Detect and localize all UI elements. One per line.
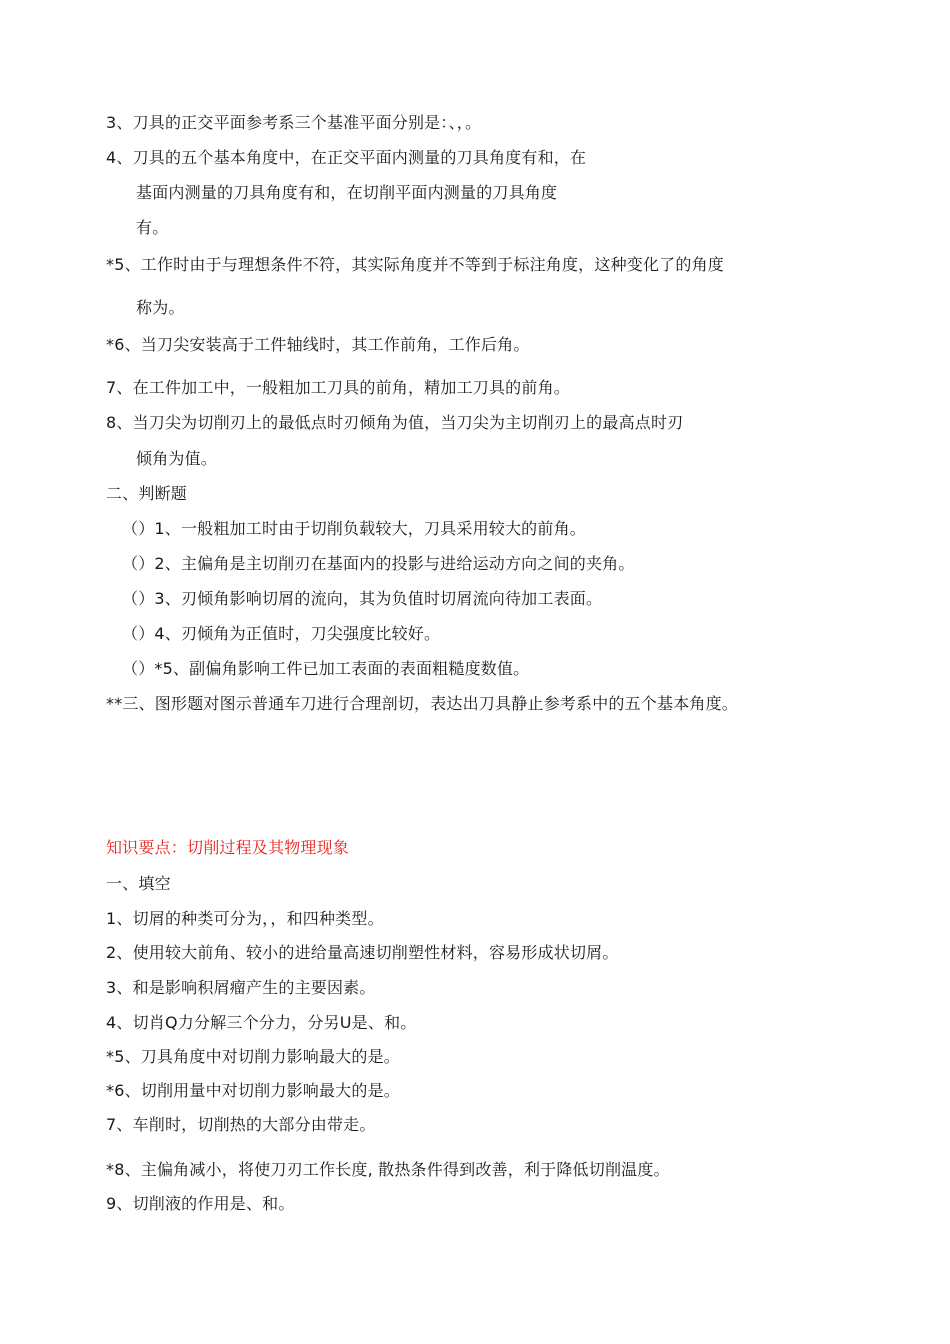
judge-item-1: （）1、一般粗加工时由于切削负载较大，刀具采用较大的前角。 [122, 519, 586, 538]
question-4-line-3: 有。 [136, 218, 169, 237]
question-5-line-1: *5、工作时由于与理想条件不符，其实际角度并不等到于标注角度，这种变化了的角度 [106, 255, 724, 274]
question-5-line-2: 称为。 [136, 298, 185, 317]
fill-question-1: 1、切屑的种类可分为，，和四种类型。 [106, 909, 384, 928]
judge-item-4: （）4、刃倾角为正值时，刀尖强度比较好。 [122, 624, 441, 643]
question-8-line-1: 8、当刀尖为切削刃上的最低点时刃倾角为值，当刀尖为主切削刃上的最高点时刃 [106, 413, 684, 432]
question-3: 3、刀具的正交平面参考系三个基准平面分别是：、，。 [106, 113, 482, 132]
fill-question-4: 4、切肖Q力分解三个分力，分另U是、和。 [106, 1013, 417, 1032]
question-4-line-1: 4、刀具的五个基本角度中，在正交平面内测量的刀具角度有和，在 [106, 148, 587, 167]
question-8-line-2: 倾角为值。 [136, 449, 218, 468]
section-title: 知识要点：切削过程及其物理现象 [106, 838, 350, 857]
question-4-line-2: 基面内测量的刀具角度有和，在切削平面内测量的刀具角度 [136, 183, 558, 202]
fill-question-5: *5、刀具角度中对切削力影响最大的是。 [106, 1047, 400, 1066]
judge-heading: 二、判断题 [106, 484, 188, 503]
fill-question-8: *8、主偏角减小，将使刀刃工作长度, 散热条件得到改善，利于降低切削温度。 [106, 1160, 670, 1179]
fill-question-6: *6、切削用量中对切削力影响最大的是。 [106, 1081, 400, 1100]
figure-question: **三、图形题对图示普通车刀进行合理剖切，表达出刀具静止参考系中的五个基本角度。 [106, 694, 739, 713]
question-6: *6、当刀尖安装高于工件轴线时，其工作前角，工作后角。 [106, 335, 530, 354]
judge-item-5: （）*5、副偏角影响工件已加工表面的表面粗糙度数值。 [122, 659, 530, 678]
fill-blank-heading: 一、填空 [106, 874, 171, 893]
fill-question-9: 9、切削液的作用是、和。 [106, 1194, 295, 1213]
fill-question-2: 2、使用较大前角、较小的进给量高速切削塑性材料，容易形成状切屑。 [106, 943, 619, 962]
judge-item-2: （）2、主偏角是主切削刃在基面内的投影与进给运动方向之间的夹角。 [122, 554, 635, 573]
fill-question-3: 3、和是影响积屑瘤产生的主要因素。 [106, 978, 376, 997]
judge-item-3: （）3、刃倾角影响切屑的流向，其为负值时切屑流向待加工表面。 [122, 589, 603, 608]
fill-question-7: 7、车削时，切削热的大部分由带走。 [106, 1115, 376, 1134]
question-7: 7、在工件加工中，一般粗加工刀具的前角，精加工刀具的前角。 [106, 378, 570, 397]
